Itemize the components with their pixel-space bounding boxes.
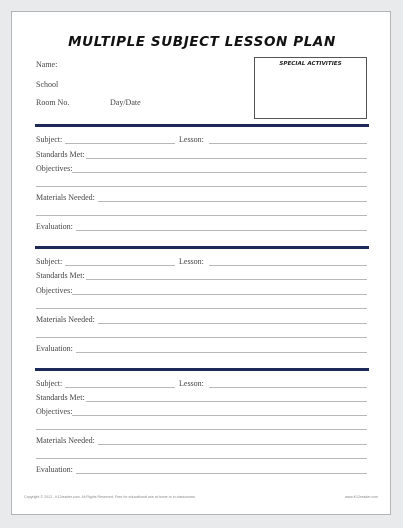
objectives-line (72, 172, 367, 173)
section-divider (35, 124, 369, 127)
school-label: School (36, 80, 59, 89)
lesson-label: Lesson: (179, 135, 204, 144)
subject-line (65, 387, 175, 388)
room-number-label: Room No. (36, 98, 70, 107)
evaluation-label: Evaluation: (36, 344, 73, 353)
lesson-label: Lesson: (179, 257, 204, 266)
evaluation-label: Evaluation: (36, 222, 73, 231)
objectives-line (72, 294, 367, 295)
materials-line (98, 201, 367, 202)
standards-label: Standards Met: (36, 393, 85, 402)
lesson-label: Lesson: (179, 379, 204, 388)
materials-line (98, 444, 367, 445)
objectives-line (72, 415, 367, 416)
objectives-label: Objectives: (36, 407, 73, 416)
objectives-label: Objectives: (36, 164, 73, 173)
evaluation-line (76, 352, 367, 353)
evaluation-label: Evaluation: (36, 465, 73, 474)
section-divider (35, 246, 369, 249)
subject-label: Subject: (36, 379, 63, 388)
standards-line (86, 279, 367, 280)
evaluation-line (76, 230, 367, 231)
lesson-line (209, 387, 367, 388)
lesson-line (209, 265, 367, 266)
objectives-line-2 (36, 186, 367, 187)
lesson-line (209, 143, 367, 144)
page-title: MULTIPLE SUBJECT LESSON PLAN (68, 34, 336, 50)
objectives-label: Objectives: (36, 286, 73, 295)
footer-copyright: Copyright © 2012 - K12reader.com. All Rights Reserved. Free for educational use at home or in classrooms. (24, 495, 196, 499)
standards-label: Standards Met: (36, 271, 85, 280)
objectives-line-2 (36, 429, 367, 430)
lesson-plan-sheet (11, 11, 391, 515)
materials-label: Materials Needed: (36, 193, 95, 202)
materials-line-2 (36, 215, 367, 216)
materials-line-2 (36, 337, 367, 338)
subject-line (65, 265, 175, 266)
subject-label: Subject: (36, 257, 63, 266)
standards-line (86, 401, 367, 402)
materials-line (98, 323, 367, 324)
special-activities-box (254, 57, 367, 119)
name-label: Name: (36, 60, 58, 69)
subject-label: Subject: (36, 135, 63, 144)
footer-site: www.K12reader.com (345, 495, 378, 499)
evaluation-line (76, 473, 367, 474)
objectives-line-2 (36, 308, 367, 309)
subject-line (65, 143, 175, 144)
materials-label: Materials Needed: (36, 436, 95, 445)
materials-line-2 (36, 458, 367, 459)
standards-line (86, 158, 367, 159)
day-date-label: Day/Date (110, 98, 141, 107)
standards-label: Standards Met: (36, 150, 85, 159)
section-divider (35, 368, 369, 371)
special-activities-title: SPECIAL ACTIVITIES (279, 61, 342, 67)
materials-label: Materials Needed: (36, 315, 95, 324)
